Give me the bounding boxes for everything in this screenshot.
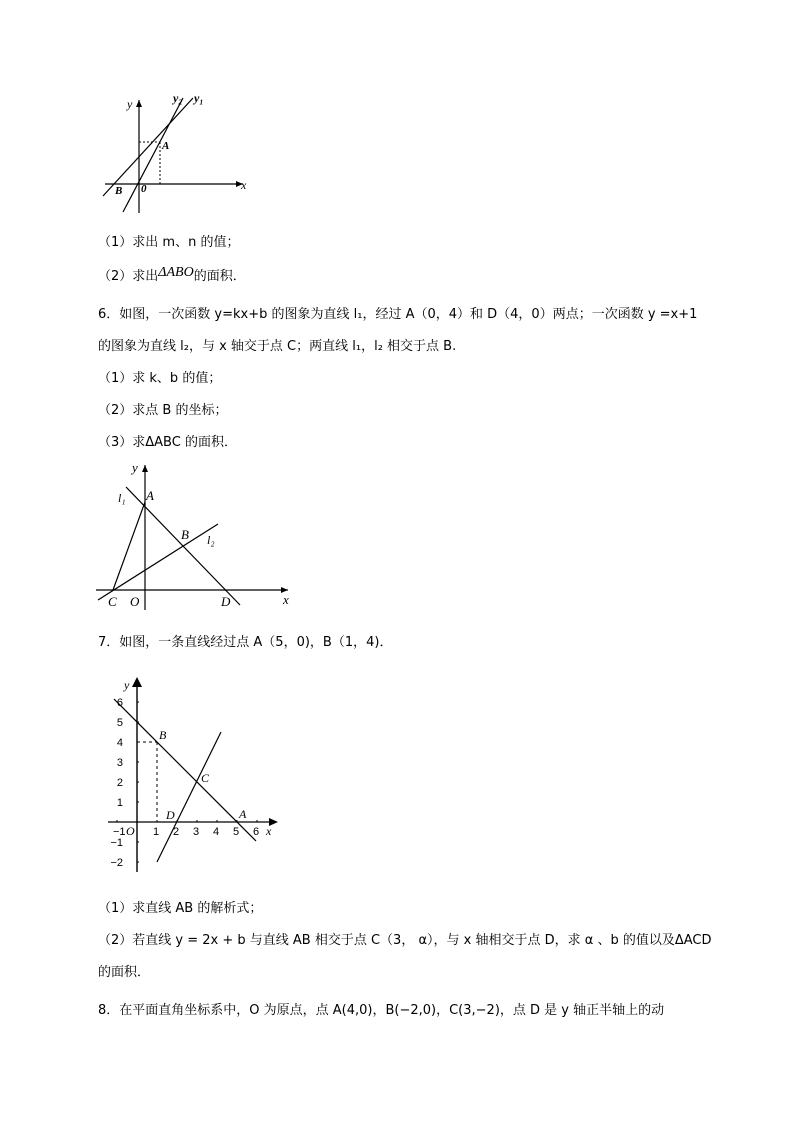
fig3-y-tick-label: 3 (116, 757, 123, 769)
fig2-point-c: C (108, 594, 117, 609)
fig3-x-tick-label: −1 (113, 826, 126, 838)
q6-part3: （3）求ΔABC 的面积． (98, 435, 237, 450)
fig3-point-c: C (201, 771, 210, 785)
fig3-y-tick-label: 6 (116, 697, 123, 709)
q7-part1: （1）求直线 AB 的解析式； (98, 901, 263, 916)
fig2-point-b: B (181, 527, 189, 542)
fig3-x-tick-label: 5 (233, 826, 240, 838)
fig3-x-tick-label: 3 (193, 826, 200, 838)
figure-3 (100, 675, 285, 875)
q6-part2: （2）求点 B 的坐标； (98, 403, 228, 418)
fig1-origin: 0 (141, 183, 147, 195)
fig3-x-tick-label: 2 (173, 826, 180, 838)
figure-1 (95, 88, 255, 218)
fig3-point-d: D (166, 808, 175, 822)
fig3-point-o: O (126, 824, 135, 838)
fig3-x-tick-label: 6 (253, 826, 260, 838)
fig3-y-tick-label: 1 (116, 797, 123, 809)
fig3-y-ticks (110, 697, 139, 869)
q5-part2-suffix: 的面积． (193, 269, 246, 284)
fig3-y-tick-label: −1 (110, 837, 123, 849)
fig2-y-axis-label: y (132, 460, 138, 475)
fig1-y-axis-label: y (127, 97, 133, 111)
fig3-y-tick-label: 4 (116, 737, 123, 749)
fig2-point-a: A (146, 488, 154, 503)
q7-part2-line1: （2）若直线 y = 2x + b 与直线 AB 相交于点 C（3， α），与 x 轴相交于点 D，求 α 、b 的值以及ΔACD (98, 933, 712, 948)
fig2-l2-label: l₂ (207, 533, 215, 547)
q5-part2-math: ΔABO (158, 265, 194, 280)
q7-stem: 7．如图，一条直线经过点 A（5，0)，B（1，4)． (98, 635, 393, 650)
q5-part2 (98, 265, 246, 286)
fig1-x-axis-label: x (241, 178, 247, 192)
fig1-y1-label: y₁ (194, 91, 204, 105)
fig2-point-o: O (130, 594, 140, 609)
fig1-point-a: A (162, 140, 170, 152)
fig3-x-axis-label: x (266, 824, 272, 838)
fig2-x-axis-label: x (283, 592, 289, 607)
q8-stem-line1: 8．在平面直角坐标系中，O 为原点，点 A(4,0)，B(−2,0)，C(3,−2)，点 D 是 y 轴正半轴上的动 (98, 1003, 665, 1018)
fig1-point-b: B (115, 185, 123, 197)
fig3-x-tick-label: 4 (213, 826, 220, 838)
fig2-point-d: D (221, 594, 231, 609)
fig3-x-tick-label: 1 (153, 826, 160, 838)
q5-part1: （1）求出 m、n 的值； (98, 235, 240, 250)
fig3-point-a: A (239, 807, 247, 821)
q6-stem-line1: 6．如图，一次函数 y=kx+b 的图象为直线 l₁，经过 A（0，4）和 D（4，0）两点；一次函数 y =x+1 (98, 307, 698, 322)
fig3-y-tick-label: 2 (116, 777, 123, 789)
fig3-y-tick-label: −2 (110, 857, 123, 869)
fig3-point-b: B (159, 728, 167, 742)
q6-part1: （1）求 k、b 的值； (98, 371, 222, 386)
fig1-y2-label: y₂ (173, 91, 183, 105)
fig3-y-tick-label: 5 (116, 717, 123, 729)
q5-part2-prefix: （2）求出 (98, 269, 159, 284)
figure-2 (90, 455, 300, 615)
q7-part2-line2: 的面积． (98, 965, 151, 980)
fig2-l1-label: l₁ (118, 491, 126, 505)
q6-stem-line2: 的图象为直线 l₂，与 x 轴交于点 C；两直线 l₁，l₂ 相交于点 B. (98, 339, 457, 354)
fig3-y-axis-label: y (124, 678, 130, 692)
